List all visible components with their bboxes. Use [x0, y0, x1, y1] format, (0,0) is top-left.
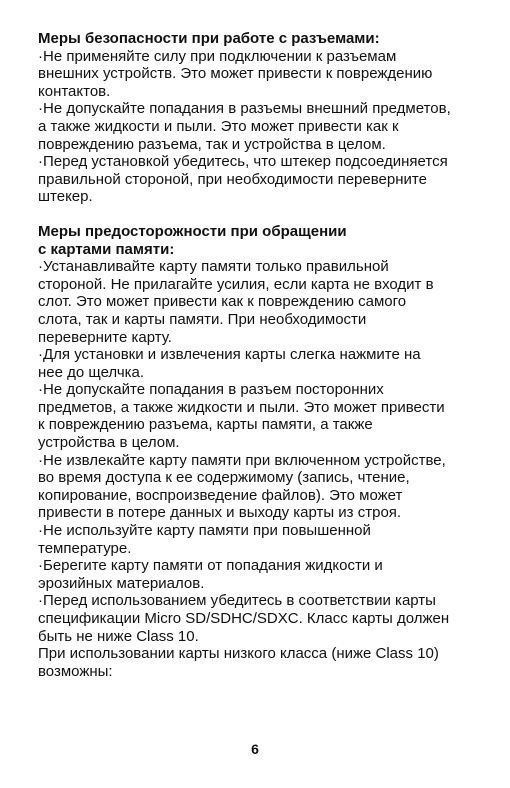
connector-safety-body [38, 48, 478, 206]
text-line: эрозийных материалов. [38, 574, 205, 592]
text-line: ·Перед установкой убедитесь, что штекер подсоединяется [38, 153, 448, 171]
text-line: ·Для установки и извлечения карты слегка нажмите на [38, 346, 421, 364]
text-line: а также жидкости и пыли. Это может привести как к [38, 117, 399, 135]
text-line: к повреждению разъема, карты памяти, а также [38, 416, 373, 434]
text-line: температуре. [38, 539, 132, 557]
memory-card-body [38, 258, 478, 680]
text-line: контактов. [38, 82, 111, 100]
text-line: правильной стороной, при необходимости переверните [38, 170, 427, 188]
text-line: спецификации Micro SD/SDHC/SDXC. Класс карты должен [38, 610, 450, 627]
text-line: повреждению разъема, так и устройства в целом. [38, 135, 386, 153]
text-line: слота, так и карты памяти. При необходимости [38, 310, 367, 328]
text-line: привести в потере данных и выходу карты из строя. [38, 504, 402, 522]
text-line: копирование, воспроизведение файлов). Это может [38, 486, 403, 504]
memory-card-heading [38, 223, 478, 258]
text-line: быть не ниже Class 10. [38, 627, 199, 645]
text-line: внешних устройств. Это может привести к повреждению [38, 65, 433, 83]
text-line: штекер. [38, 188, 93, 206]
text-line: переверните карту. [38, 328, 172, 346]
text-line: ·Устанавливайте карту памяти только правильной [38, 258, 389, 276]
text-line: предметов, а также жидкости и пыли. Это может привести [38, 398, 445, 416]
text-line: во время доступа к ее содержимому (запись, чтение, [38, 469, 410, 487]
connector-safety-heading: Меры безопасности при работе с разъемами: [38, 30, 380, 47]
text-line: ·Не используйте карту памяти при повышенной [38, 522, 371, 540]
document-page [38, 30, 478, 680]
text-line: ·Перед использованием убедитесь в соответствии карты [38, 592, 436, 610]
section-gap [38, 206, 478, 223]
heading-line: Меры предосторожности при обращении [38, 222, 347, 240]
memory-card-section [38, 223, 478, 680]
text-line: ·Не допускайте попадания в разъем посторонних [38, 381, 384, 399]
text-line: возможны: [38, 662, 113, 680]
text-line: При использовании карты низкого класса (ниже Class 10) [38, 645, 439, 663]
text-line: ·Не допускайте попадания в разъемы внешний предметов, [38, 100, 451, 118]
page-number: 6 [251, 741, 259, 757]
text-line: нее до щелчка. [38, 363, 145, 381]
text-line: ·Не применяйте силу при подключении к разъемам [38, 47, 397, 65]
connector-safety-section [38, 30, 478, 206]
text-line: стороной. Не прилагайте усилия, если карта не входит в [38, 275, 434, 293]
text-line: слот. Это может привести как к повреждению самого [38, 293, 407, 311]
text-line: устройства в целом. [38, 434, 180, 452]
text-line: ·Не извлекайте карту памяти при включенном устройстве, [38, 451, 446, 469]
text-line: ·Берегите карту памяти от попадания жидкости и [38, 557, 383, 575]
heading-line: с картами памяти: [38, 240, 175, 258]
